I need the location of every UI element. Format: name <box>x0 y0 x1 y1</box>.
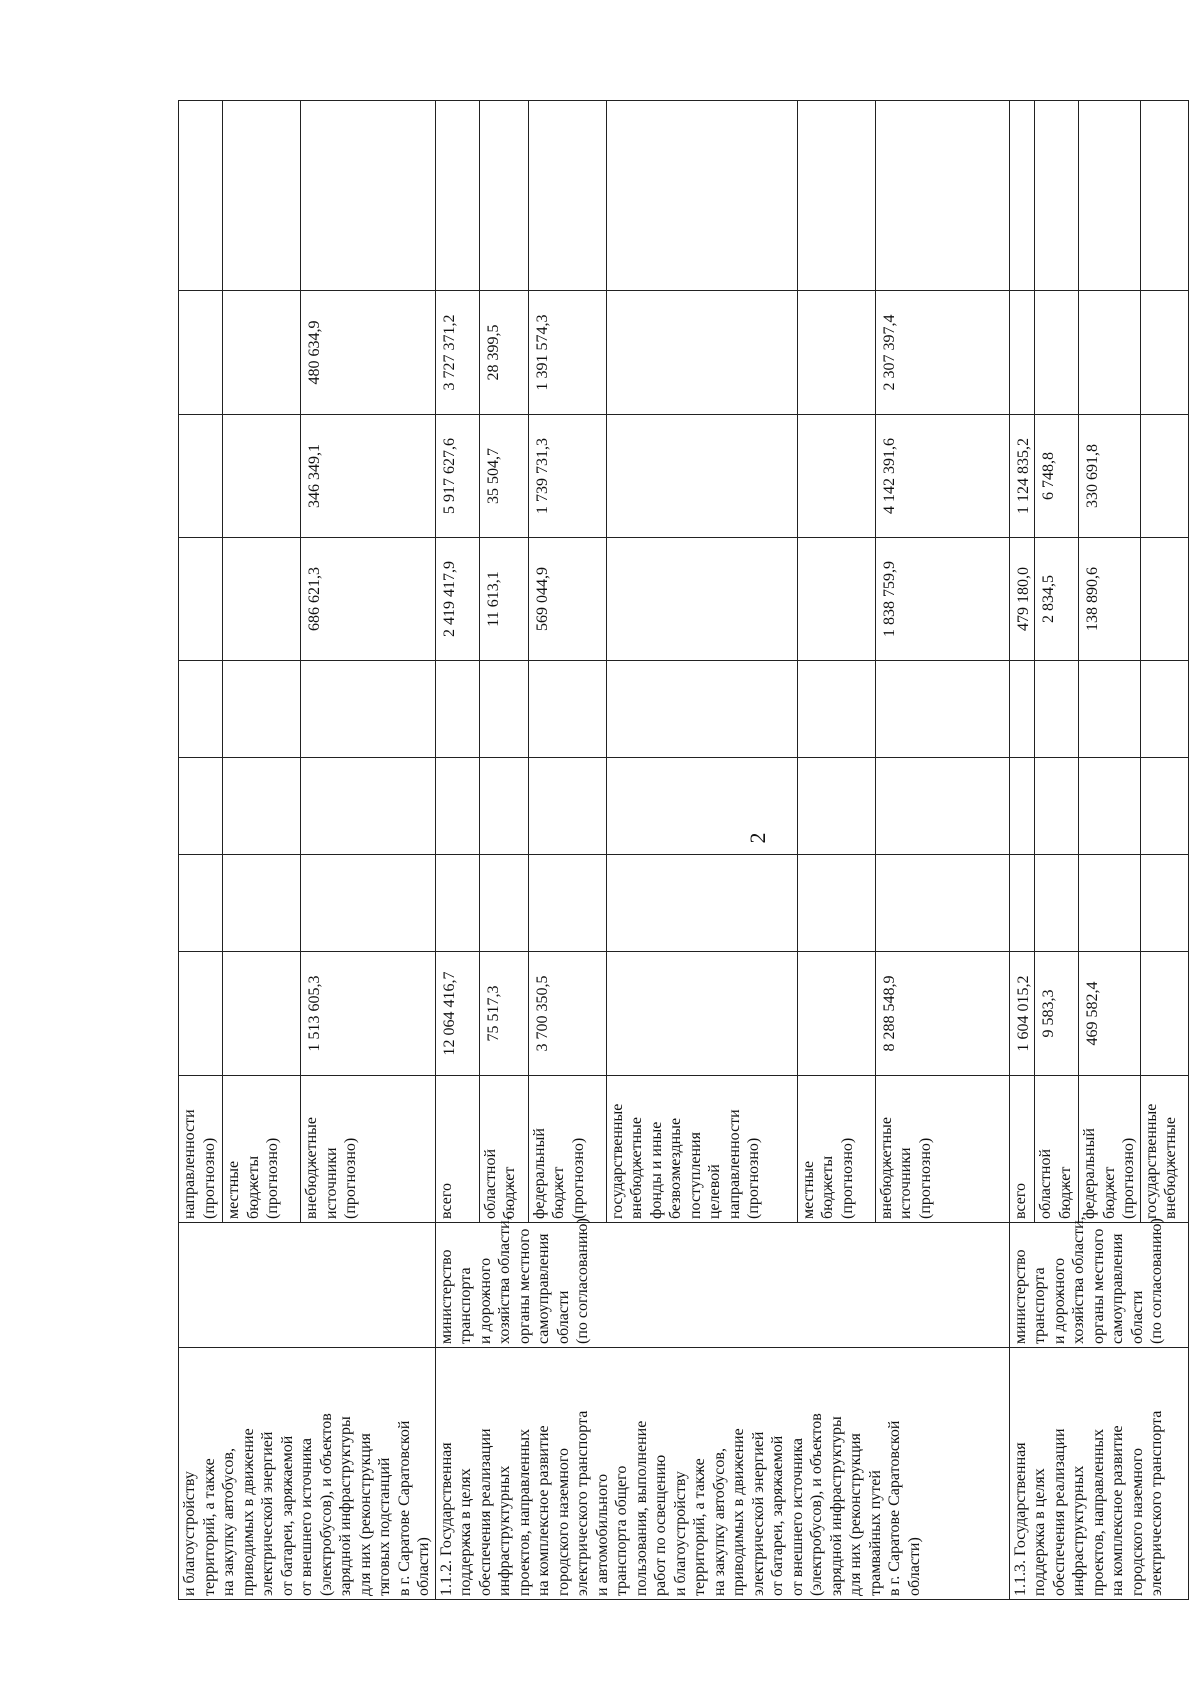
year-2019-cell <box>223 855 301 952</box>
year-2020-cell <box>223 758 301 855</box>
funding-source-cell: федеральный бюджет (прогнозно) <box>528 1076 606 1223</box>
year-2023-cell <box>797 415 875 538</box>
year-2019-cell <box>797 855 875 952</box>
year-2020-cell <box>1009 758 1035 855</box>
year-2025-cell <box>528 101 606 291</box>
funding-source-cell: внебюджетные источники (прогнозно) <box>875 1076 1009 1223</box>
funding-source-cell: государственные внебюджетные фонды и иные безвозмездные поступления целевой направленности (прогнозно) <box>606 1076 797 1223</box>
year-2021-cell <box>797 661 875 758</box>
funding-source-cell: местные бюджеты (прогнозно) <box>797 1076 875 1223</box>
year-2020-cell <box>1140 758 1188 855</box>
year-2024-cell: 28 399,5 <box>479 291 528 415</box>
page-number: 2 <box>745 832 770 844</box>
year-2021-cell <box>528 661 606 758</box>
year-2023-cell: 35 504,7 <box>479 415 528 538</box>
year-2020-cell <box>797 758 875 855</box>
year-2022-cell: 686 621,3 <box>301 538 435 661</box>
year-2019-cell <box>875 855 1009 952</box>
year-2022-cell: 11 613,1 <box>479 538 528 661</box>
year-2022-cell <box>223 538 301 661</box>
year-2023-cell: 5 917 627,6 <box>435 415 479 538</box>
program-name-cell: 1.1.2. Государственная поддержка в целях обеспечения реализации инфраструктурных проектов, направленных на комплексное развитие городского наземного электрического транспорта и автомобильного транспорта общего пользования, выполнение работ по освещению и благоустройству территорий, а также на закупку автобусов, приводимых в движение электрической энергией от батареи, заряжаемой от внешнего источника (электробусов), и объектов зарядной инфраструктуры для них (реконструкция трамвайных путей в г. Саратове Саратовской области) <box>435 1348 1009 1600</box>
year-2021-cell <box>1009 661 1035 758</box>
executor-cell: министерство транспорта и дорожного хозяйства области, органы местного самоуправления области (по согласованию) <box>435 1223 1009 1348</box>
year-2021-cell <box>875 661 1009 758</box>
year-2021-cell <box>606 661 797 758</box>
year-2019-cell <box>1140 855 1188 952</box>
year-2024-cell: 480 634,9 <box>301 291 435 415</box>
year-2022-cell <box>1140 538 1188 661</box>
total-cell: 75 517,3 <box>479 952 528 1076</box>
year-2020-cell <box>479 758 528 855</box>
year-2024-cell <box>1009 291 1035 415</box>
year-2025-cell <box>1079 101 1141 291</box>
table-row <box>435 101 479 1600</box>
year-2023-cell: 330 691,8 <box>1079 415 1141 538</box>
year-2021-cell <box>301 661 435 758</box>
year-2021-cell <box>1140 661 1188 758</box>
total-cell: 1 513 605,3 <box>301 952 435 1076</box>
year-2024-cell <box>1035 291 1079 415</box>
year-2025-cell <box>1140 101 1188 291</box>
year-2019-cell <box>301 855 435 952</box>
year-2019-cell <box>606 855 797 952</box>
year-2023-cell <box>606 415 797 538</box>
year-2025-cell <box>479 101 528 291</box>
year-2019-cell <box>435 855 479 952</box>
total-cell <box>606 952 797 1076</box>
year-2023-cell <box>179 415 223 538</box>
year-2020-cell <box>1035 758 1079 855</box>
rotated-page <box>178 100 1179 1600</box>
total-cell <box>179 952 223 1076</box>
year-2025-cell <box>435 101 479 291</box>
year-2022-cell: 2 419 417,9 <box>435 538 479 661</box>
year-2019-cell <box>1079 855 1141 952</box>
year-2020-cell <box>528 758 606 855</box>
table-row <box>179 101 223 1600</box>
year-2022-cell <box>606 538 797 661</box>
year-2024-cell <box>606 291 797 415</box>
funding-source-cell: направленности (прогнозно) <box>179 1076 223 1223</box>
year-2023-cell: 6 748,8 <box>1035 415 1079 538</box>
year-2025-cell <box>1035 101 1079 291</box>
financing-table <box>178 100 1189 1600</box>
year-2023-cell: 1 124 835,2 <box>1009 415 1035 538</box>
year-2021-cell <box>1035 661 1079 758</box>
year-2024-cell <box>797 291 875 415</box>
year-2024-cell: 3 727 371,2 <box>435 291 479 415</box>
year-2025-cell <box>606 101 797 291</box>
year-2025-cell <box>797 101 875 291</box>
year-2025-cell <box>1009 101 1035 291</box>
year-2023-cell <box>223 415 301 538</box>
total-cell: 12 064 416,7 <box>435 952 479 1076</box>
funding-source-cell: областной бюджет <box>479 1076 528 1223</box>
year-2021-cell <box>479 661 528 758</box>
year-2021-cell <box>223 661 301 758</box>
year-2025-cell <box>301 101 435 291</box>
year-2022-cell: 138 890,6 <box>1079 538 1141 661</box>
year-2021-cell <box>1079 661 1141 758</box>
total-cell <box>797 952 875 1076</box>
year-2020-cell <box>301 758 435 855</box>
year-2020-cell <box>179 758 223 855</box>
year-2020-cell <box>606 758 797 855</box>
table-row <box>1009 101 1035 1600</box>
year-2019-cell <box>1035 855 1079 952</box>
total-cell: 8 288 548,9 <box>875 952 1009 1076</box>
executor-cell: министерство транспорта и дорожного хозяйства области, органы местного самоуправления области (по согласованию) <box>1009 1223 1188 1348</box>
year-2019-cell <box>479 855 528 952</box>
funding-source-cell: федеральный бюджет (прогнозно) <box>1079 1076 1141 1223</box>
funding-source-cell: всего <box>1009 1076 1035 1223</box>
year-2022-cell: 2 834,5 <box>1035 538 1079 661</box>
funding-source-cell: всего <box>435 1076 479 1223</box>
year-2024-cell <box>179 291 223 415</box>
year-2023-cell: 4 142 391,6 <box>875 415 1009 538</box>
year-2023-cell: 1 739 731,3 <box>528 415 606 538</box>
total-cell: 3 700 350,5 <box>528 952 606 1076</box>
total-cell: 469 582,4 <box>1079 952 1141 1076</box>
year-2024-cell <box>223 291 301 415</box>
funding-source-cell: внебюджетные источники (прогнозно) <box>301 1076 435 1223</box>
year-2025-cell <box>223 101 301 291</box>
year-2024-cell <box>1079 291 1141 415</box>
funding-source-cell: местные бюджеты (прогнозно) <box>223 1076 301 1223</box>
year-2022-cell: 569 044,9 <box>528 538 606 661</box>
year-2023-cell: 346 349,1 <box>301 415 435 538</box>
year-2022-cell: 479 180,0 <box>1009 538 1035 661</box>
total-cell <box>223 952 301 1076</box>
year-2024-cell: 1 391 574,3 <box>528 291 606 415</box>
year-2020-cell <box>435 758 479 855</box>
year-2022-cell <box>797 538 875 661</box>
executor-cell <box>179 1223 436 1348</box>
year-2019-cell <box>528 855 606 952</box>
funding-source-cell: государственные внебюджетные <box>1140 1076 1188 1223</box>
year-2021-cell <box>179 661 223 758</box>
year-2019-cell <box>1009 855 1035 952</box>
total-cell <box>1140 952 1188 1076</box>
year-2023-cell <box>1140 415 1188 538</box>
year-2020-cell <box>1079 758 1141 855</box>
program-name-cell: 1.1.3. Государственная поддержка в целях обеспечения реализации инфраструктурных проектов, направленных на комплексное развитие городского наземного электрического транспорта <box>1009 1348 1188 1600</box>
year-2025-cell <box>179 101 223 291</box>
year-2025-cell <box>875 101 1009 291</box>
year-2022-cell <box>179 538 223 661</box>
total-cell: 9 583,3 <box>1035 952 1079 1076</box>
year-2024-cell <box>1140 291 1188 415</box>
year-2021-cell <box>435 661 479 758</box>
total-cell: 1 604 015,2 <box>1009 952 1035 1076</box>
program-name-cell: и благоустройству территорий, а также на закупку автобусов, приводимых в движение электрической энергией от батареи, заряжаемой от внешнего источника (электробусов), и объектов зарядной инфраструктуры для них (реконструкция тяговых подстанций в г. Саратове Саратовской области) <box>179 1348 436 1600</box>
year-2022-cell: 1 838 759,9 <box>875 538 1009 661</box>
year-2019-cell <box>179 855 223 952</box>
year-2024-cell: 2 307 397,4 <box>875 291 1009 415</box>
funding-source-cell: областной бюджет <box>1035 1076 1079 1223</box>
year-2020-cell <box>875 758 1009 855</box>
